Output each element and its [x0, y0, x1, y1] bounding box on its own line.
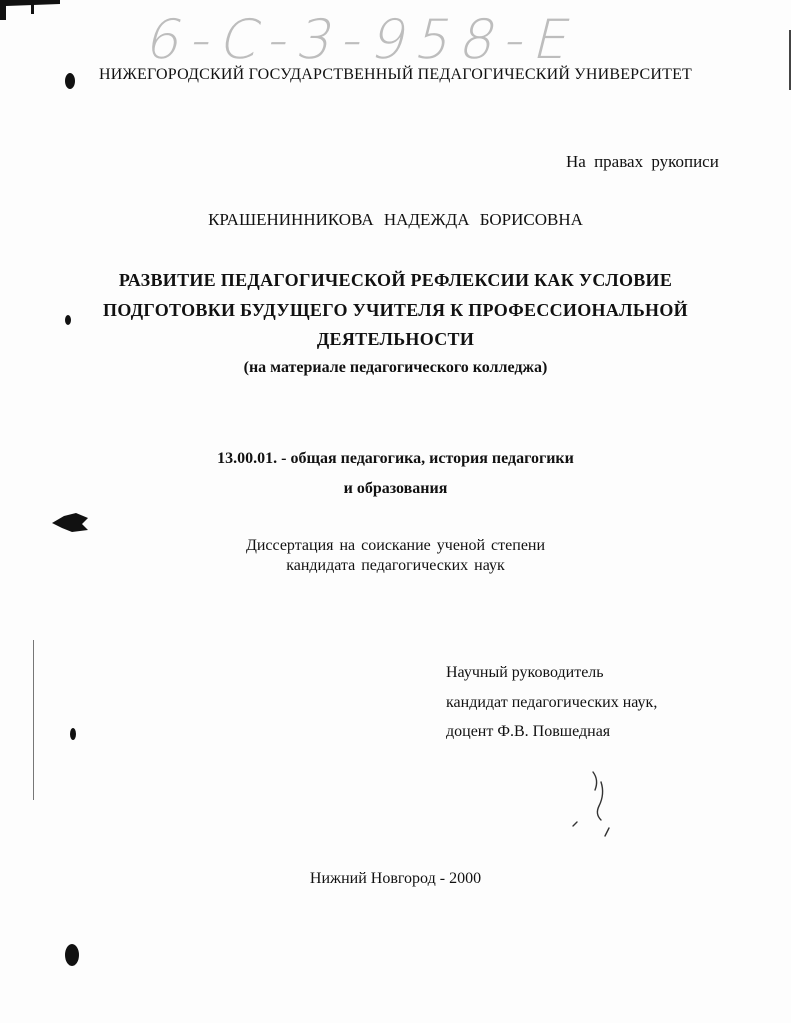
title-line-1: РАЗВИТИЕ ПЕДАГОГИЧЕСКОЙ РЕФЛЕКСИИ КАК УСЛОВИЕ	[118, 270, 673, 290]
title-line-2: ПОДГОТОВКИ БУДУЩЕГО УЧИТЕЛЯ К ПРОФЕССИОНАЛЬНОЙ	[103, 300, 688, 320]
author-name: КРАШЕНИННИКОВА НАДЕЖДА БОРИСОВНА	[208, 210, 583, 229]
title-subtitle: (на материале педагогического колледжа)	[243, 359, 548, 376]
specialty-continuation: и образования	[343, 480, 448, 497]
manuscript-rights: На правах рукописи	[566, 152, 719, 171]
punch-hole-mark	[68, 726, 78, 742]
dissertation-type: Диссертация на соискание ученой степени	[245, 537, 546, 554]
punch-hole-mark	[50, 510, 90, 536]
specialty-code: 13.00.01. - общая педагогика, история педагогики	[217, 450, 574, 467]
dissertation-degree: кандидата педагогических наук	[286, 557, 505, 574]
city-year: Нижний Новгород - 2000	[309, 870, 482, 887]
title-line-3: ДЕЯТЕЛЬНОСТИ	[316, 329, 475, 349]
university-name: НИЖЕГОРОДСКИЙ ГОСУДАРСТВЕННЫЙ ПЕДАГОГИЧЕСКИЙ УНИВЕРСИТЕТ	[98, 66, 693, 83]
signature	[565, 768, 625, 840]
supervisor-name: доцент Ф.В. Повшедная	[446, 723, 611, 740]
supervisor-degree: кандидат педагогических наук,	[446, 694, 658, 711]
scan-left-edge-line	[33, 640, 34, 800]
punch-hole-mark	[62, 942, 82, 968]
scan-left-bar	[31, 0, 34, 14]
scan-corner-mark	[0, 0, 60, 20]
library-stamp: 6-С-3-958-Е	[140, 8, 588, 71]
supervisor-role: Научный руководитель	[446, 664, 604, 681]
